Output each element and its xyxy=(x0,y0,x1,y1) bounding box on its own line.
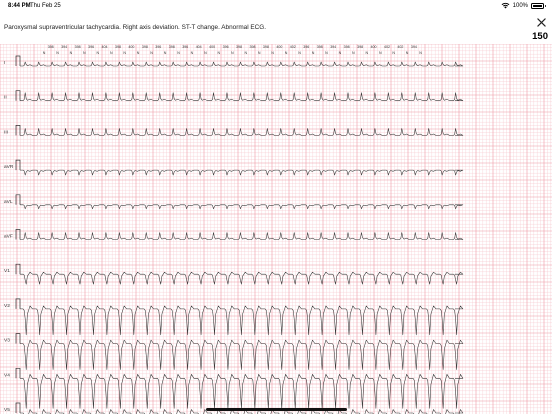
beat-label: N xyxy=(56,51,59,55)
calibration-pulse xyxy=(16,299,20,309)
beat-label: N xyxy=(351,51,355,55)
rr-interval-label: 398 xyxy=(357,45,364,49)
status-right xyxy=(501,2,544,9)
lead-label: V2 xyxy=(4,303,10,309)
status-time: 8:44 PM xyxy=(8,3,31,9)
diagnosis-text: Paroxysmal supraventricular tachycardia. Right axis deviation. ST-T change. Abnormal ECG. xyxy=(4,24,267,31)
beat-label: N xyxy=(338,51,342,55)
close-icon[interactable] xyxy=(537,18,546,27)
rr-interval-label: 396 xyxy=(88,45,95,49)
beat-label: N xyxy=(42,51,46,55)
rr-interval-label: 398 xyxy=(249,45,256,49)
beat-label: N xyxy=(109,51,113,55)
beat-label: N xyxy=(69,51,73,55)
beat-label: N xyxy=(96,51,100,55)
heart-rate-value: 150 xyxy=(532,31,548,42)
beat-label: N xyxy=(311,51,315,55)
ecg-grid xyxy=(0,44,552,414)
lead-label: V5 xyxy=(4,408,10,413)
rr-interval-label: 398 xyxy=(236,45,242,49)
battery-icon xyxy=(531,3,544,9)
report-header xyxy=(0,12,552,46)
rr-interval-label: 396 xyxy=(182,45,189,49)
lead-label: V1 xyxy=(4,269,10,275)
beat-label: N xyxy=(325,51,328,55)
rr-interval-label: 404 xyxy=(101,45,108,49)
rr-interval-label: 400 xyxy=(370,45,377,49)
beat-label: N xyxy=(405,51,409,55)
rr-interval-label: 394 xyxy=(61,45,68,49)
rr-interval-label: 402 xyxy=(397,45,404,49)
rr-interval-label: 398 xyxy=(343,45,350,49)
rr-interval-label: 398 xyxy=(316,45,323,49)
beat-label: N xyxy=(284,51,288,55)
lead-label: aVR xyxy=(4,165,14,171)
rr-interval-label: 396 xyxy=(222,45,229,49)
rr-interval-label: 400 xyxy=(128,45,135,49)
beat-label: N xyxy=(419,51,422,55)
status-date: Thu Feb 25 xyxy=(30,3,61,9)
wifi-icon xyxy=(501,2,510,9)
beat-label: N xyxy=(230,51,234,55)
rr-interval-label: 396 xyxy=(155,45,162,49)
rr-interval-label: 398 xyxy=(74,45,81,49)
rr-interval-label: 394 xyxy=(330,45,337,49)
rr-interval-label: 398 xyxy=(141,45,148,49)
calibration-pulse xyxy=(16,160,20,170)
calibration-pulse xyxy=(16,334,20,344)
calibration-pulse xyxy=(16,368,20,378)
rr-interval-label: 398 xyxy=(47,45,54,49)
beat-label: N xyxy=(244,51,248,55)
beat-label: N xyxy=(136,51,140,55)
lead-label: III xyxy=(4,130,8,136)
rr-interval-label: 398 xyxy=(262,45,269,49)
beat-label: N xyxy=(190,51,194,55)
beat-label: N xyxy=(163,51,167,55)
rr-interval-label: 396 xyxy=(303,45,310,49)
lead-label: aVL xyxy=(4,199,13,205)
beat-label: N xyxy=(123,51,127,55)
rr-interval-label: 400 xyxy=(276,45,283,49)
lead-label: V3 xyxy=(4,338,10,344)
rr-interval-label: 400 xyxy=(209,45,216,49)
rr-interval-label: 404 xyxy=(195,45,202,49)
calibration-pulse xyxy=(16,91,20,101)
beat-label: N xyxy=(378,51,382,55)
beat-label: N xyxy=(150,51,153,55)
beat-label: N xyxy=(204,51,207,55)
beat-label: N xyxy=(82,51,86,55)
beat-label: N xyxy=(217,51,221,55)
ecg-chart[interactable] xyxy=(0,44,552,414)
battery-percent: 100% xyxy=(512,2,528,9)
beat-label: N xyxy=(271,51,274,55)
rr-interval-label: 394 xyxy=(410,45,417,49)
lead-label: II xyxy=(4,95,7,101)
calibration-pulse xyxy=(16,125,20,135)
beat-label: N xyxy=(177,51,180,55)
lead-label: V4 xyxy=(4,373,10,379)
beat-label: N xyxy=(365,51,369,55)
beat-label: N xyxy=(298,51,301,55)
rr-interval-label: 398 xyxy=(115,45,121,49)
home-indicator[interactable] xyxy=(206,408,347,411)
beat-label: N xyxy=(257,51,261,55)
beat-label: N xyxy=(392,51,396,55)
rr-interval-label: 402 xyxy=(384,45,390,49)
status-bar xyxy=(0,0,552,12)
lead-label: I xyxy=(4,61,6,66)
rr-interval-label: 398 xyxy=(168,45,175,49)
calibration-pulse xyxy=(16,195,20,205)
rr-interval-label: 402 xyxy=(289,45,296,49)
calibration-pulse xyxy=(16,264,20,274)
lead-label: aVF xyxy=(4,234,13,240)
